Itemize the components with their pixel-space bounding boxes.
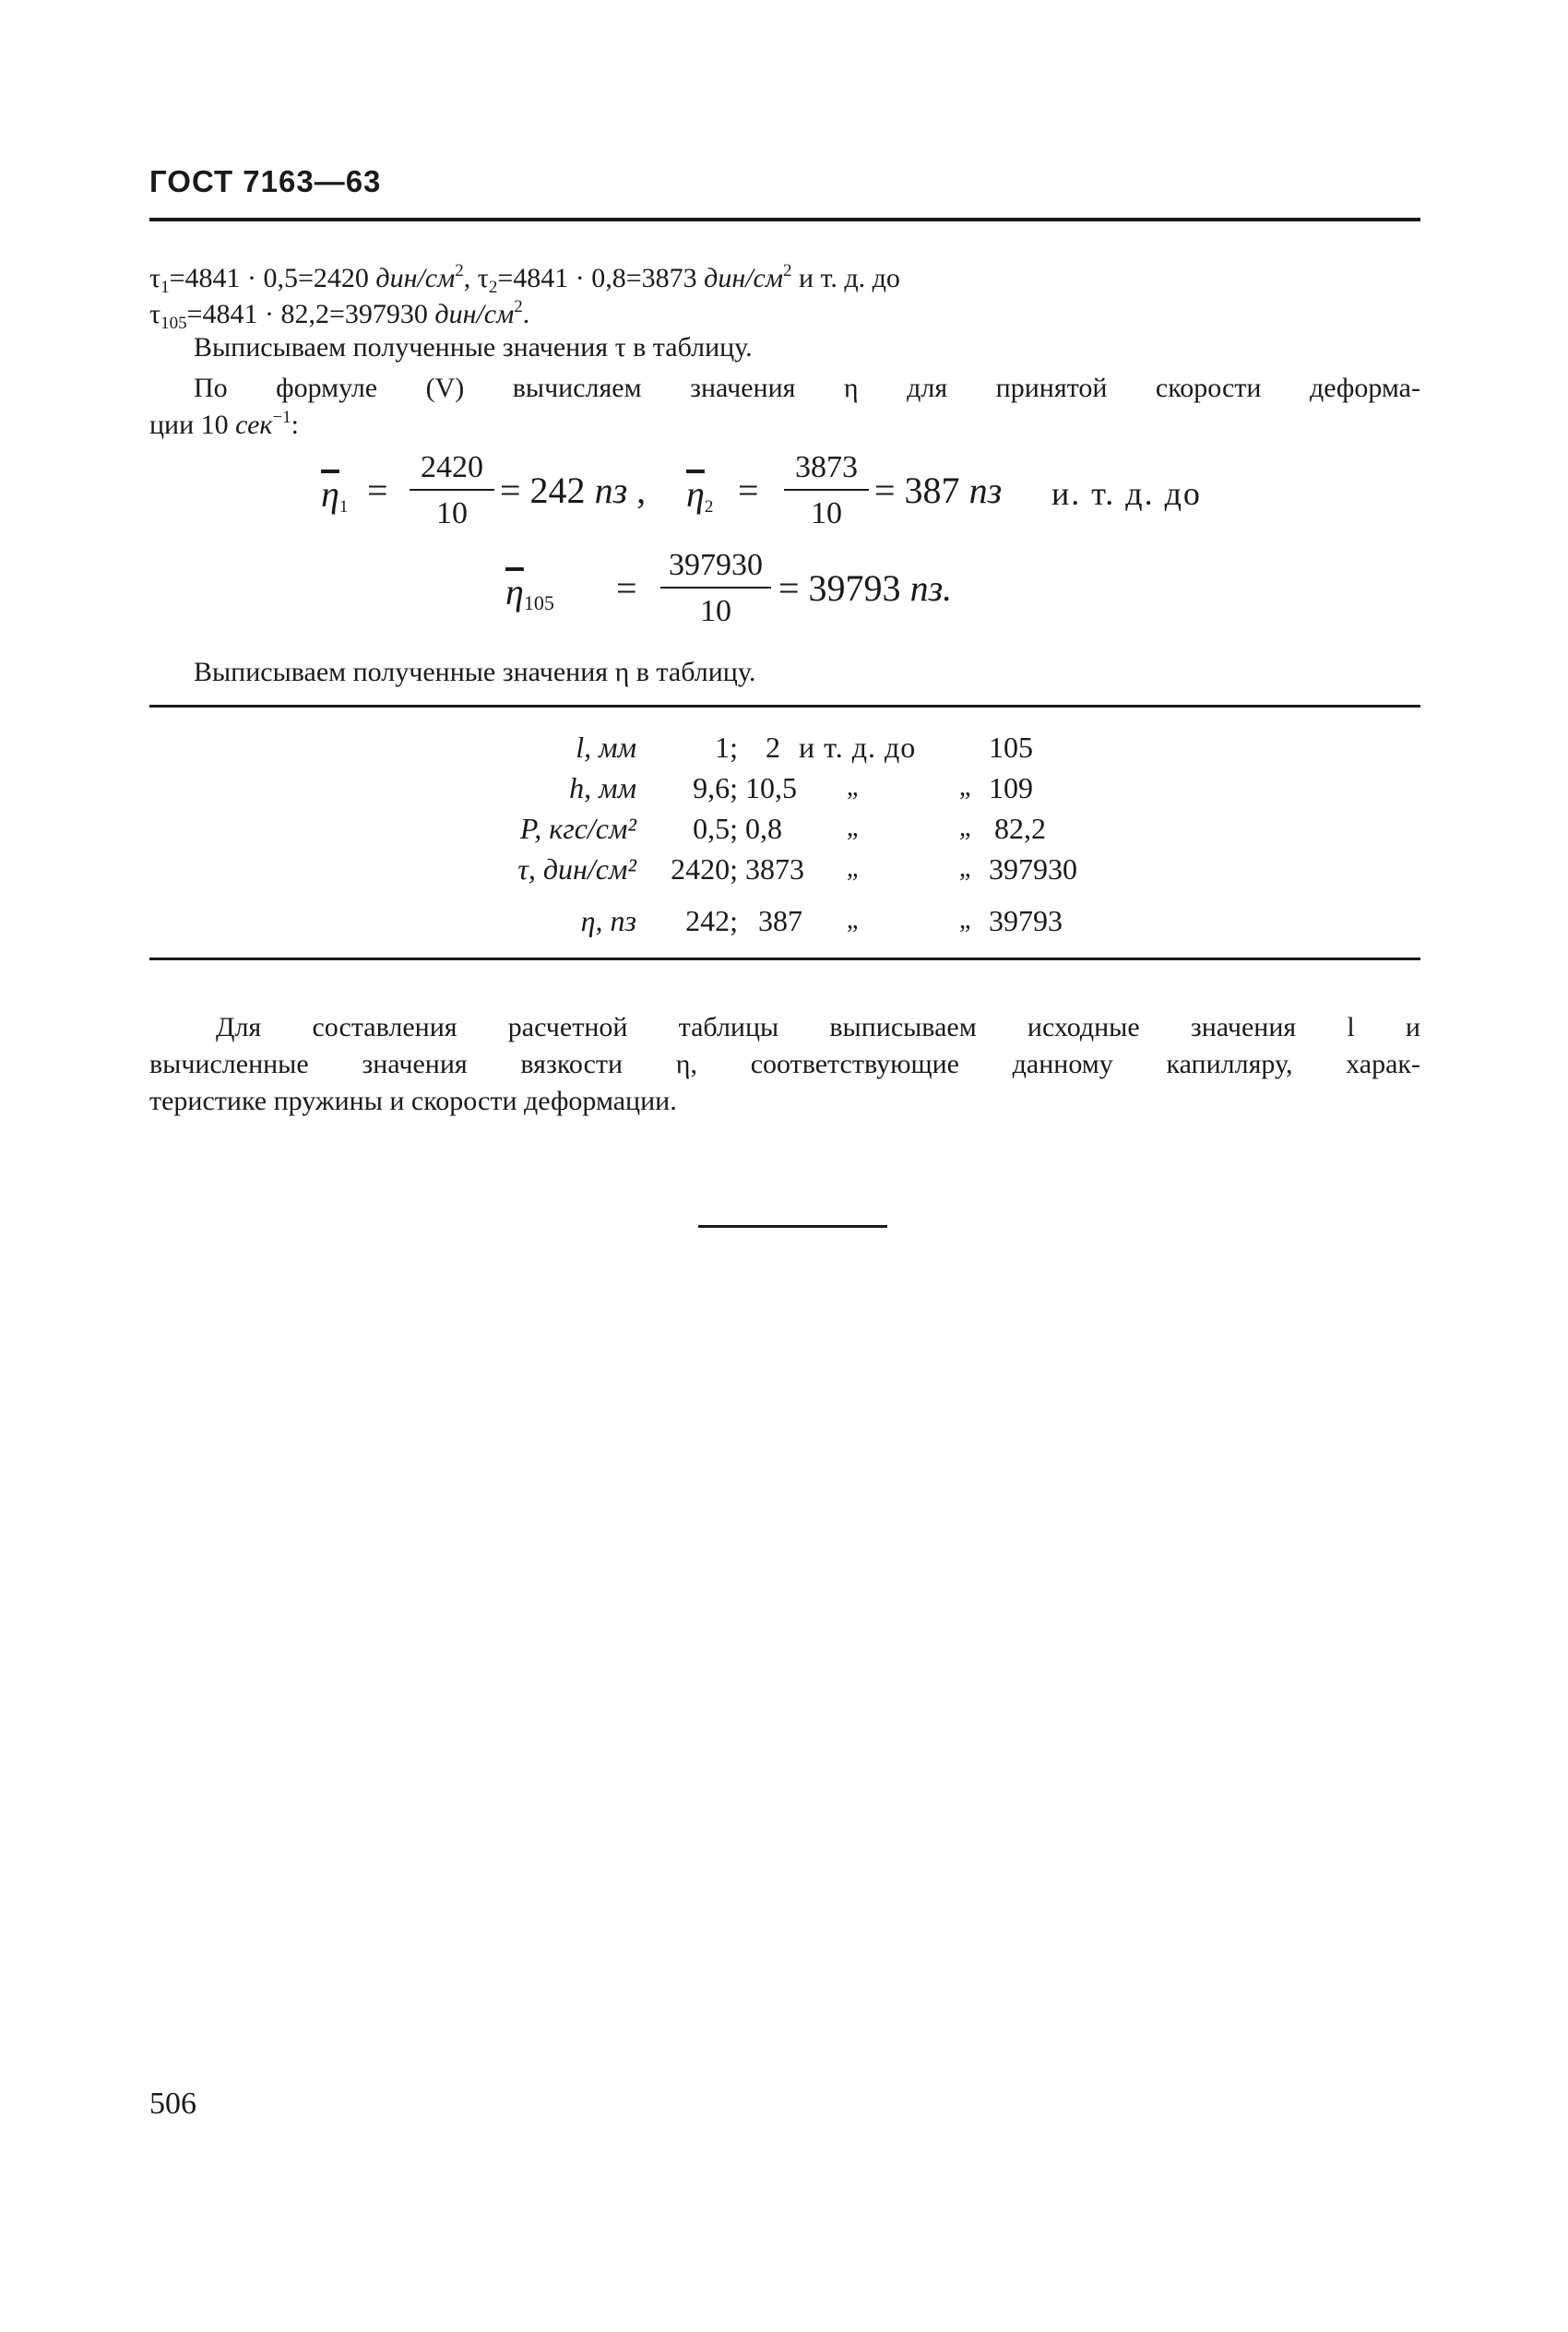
closing-paragraph-line-1: Для составления расчетной таблицы выписываем исходные значения l и	[216, 1012, 1420, 1042]
formula-intro-line: По формуле (V) вычисляем значения η для принятой скорости деформа-	[194, 373, 1420, 403]
formula1-tail: и. т. д. до	[1051, 475, 1202, 512]
table-row-label: τ, дин/см²	[517, 852, 636, 886]
table-cell: 3873	[745, 852, 804, 886]
tau-line-1: $\tau_1=4841 \cdot 0,5=2420$ дин/$см^2$, $\tau_2=4841 \cdot 0,8=3873$ дин/$см^2$ и т. д. до	[149, 261, 900, 297]
ditto-mark: „	[847, 906, 859, 934]
eta105-equals: =	[616, 567, 637, 609]
table-cell: 39793	[989, 904, 1063, 937]
table-row-label: η, пз	[580, 904, 636, 937]
document-header: ГОСТ 7163—63	[149, 164, 382, 198]
write-eta-line: Выписываем полученные значения η в таблицу.	[194, 657, 756, 687]
write-tau-line: Выписываем полученные значения τ в таблицу.	[194, 332, 753, 363]
closing-paragraph-line-3: теристике пружины и скорости деформации.	[149, 1086, 677, 1116]
table-cell: 2420;	[671, 852, 738, 886]
table-cell: 105	[989, 731, 1033, 764]
ditto-mark: „	[847, 854, 859, 883]
ditto-mark: „	[847, 773, 859, 802]
tau-line-2: $\tau_{105}=4841 \cdot 82,2=397930$ дин/$см^2$.	[149, 297, 530, 333]
ditto-mark: „	[959, 854, 971, 883]
table-cell: 9,6;	[693, 771, 738, 804]
table-cell: 242;	[685, 904, 738, 937]
table-cell: 2	[766, 731, 780, 764]
eta1-symbol: $\overline{\eta}_1$	[321, 473, 349, 517]
table-cell: 109	[989, 771, 1033, 804]
eta105-symbol: $\overline{\eta}_{105}$	[505, 571, 554, 614]
table-cell: 0,5;	[693, 812, 738, 845]
ditto-mark: „	[959, 814, 971, 842]
table-cell: 10,5	[745, 771, 797, 804]
eta2-symbol: $\overline{\eta}_2$	[686, 473, 714, 517]
table-row-label: P, кгс/см²	[519, 812, 636, 845]
section-end-rule	[698, 1225, 887, 1228]
eta1-equals: =	[367, 470, 388, 511]
eta2-result: = 387 пз	[874, 470, 1003, 511]
table-cell: 82,2	[994, 812, 1046, 845]
fraction-eta105: 397930 10	[660, 548, 771, 629]
eta105-result: = 39793 пз.	[778, 567, 953, 609]
table-cell: и т. д. до	[799, 731, 917, 764]
table-cell: 1;	[715, 731, 738, 764]
ditto-mark: „	[959, 773, 971, 802]
table-cell: 397930	[989, 852, 1077, 886]
page-number: 506	[149, 2087, 196, 2121]
table-row-label: l, мм	[576, 731, 636, 764]
fraction-eta2: 3873 10	[784, 450, 869, 531]
table-top-rule	[149, 705, 1420, 708]
header-rule	[149, 218, 1420, 221]
eta2-equals: =	[738, 470, 759, 511]
deformation-rate-line: ции 10 сек$^{-1}$:	[149, 408, 300, 440]
table-row-label: h, мм	[569, 771, 636, 804]
table-bottom-rule	[149, 958, 1420, 960]
table-cell: 387	[758, 904, 802, 937]
ditto-mark: „	[959, 906, 971, 934]
fraction-eta1: 2420 10	[410, 450, 494, 531]
ditto-mark: „	[847, 814, 859, 842]
closing-paragraph-line-2: вычисленные значения вязкости η, соответствующие данному капилляру, харак-	[149, 1049, 1420, 1079]
eta1-result: = 242 пз ,	[500, 470, 647, 511]
table-cell: 0,8	[745, 812, 782, 845]
